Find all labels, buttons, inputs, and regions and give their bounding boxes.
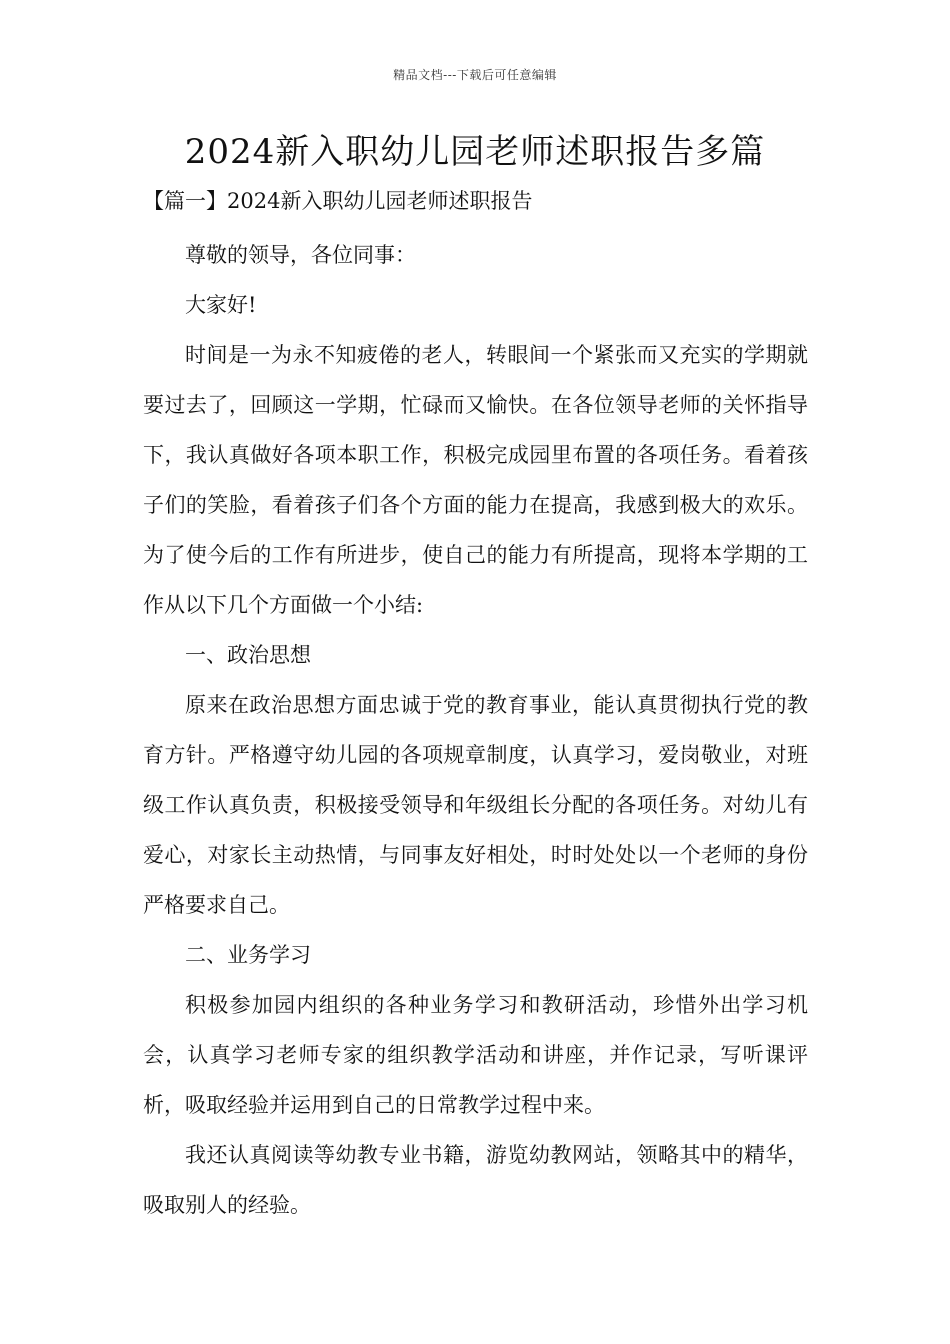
section-heading: 【篇一】2024新入职幼儿园老师述职报告 <box>143 189 533 213</box>
subheading-politics: 一、政治思想 <box>185 643 311 667</box>
politics-paragraph: 原来在政治思想方面忠诚于党的教育事业，能认真贯彻执行党的教育方针。严格遵守幼儿园的各项规章制度，认真学习，爱岗敬业，对班级工作认真负责，积极接受领导和年级组长分配的各项任务。对幼儿有爱心，对家长主动热情，与同事友好相处，时时处处以一个老师的身份严格要求自己。 <box>143 693 808 917</box>
header-note: 精品文档---下载后可任意编辑 <box>393 68 557 82</box>
subheading-study: 二、业务学习 <box>185 943 311 967</box>
intro-paragraph: 时间是一为永不知疲倦的老人，转眼间一个紧张而又充实的学期就要过去了，回顾这一学期，忙碌而又愉快。在各位领导老师的关怀指导下，我认真做好各项本职工作，积极完成园里布置的各项任务。看着孩子们的笑脸，看着孩子们各个方面的能力在提高，我感到极大的欢乐。为了使今后的工作有所进步，使自己的能力有所提高，现将本学期的工作从以下几个方面做一个小结: <box>143 343 808 617</box>
salutation: 尊敬的领导，各位同事： <box>185 243 416 267</box>
reading-paragraph: 我还认真阅读等幼教专业书籍，游览幼教网站，领略其中的精华，吸取别人的经验。 <box>143 1143 808 1217</box>
document-body <box>143 230 808 1230</box>
study-paragraph: 积极参加园内组织的各种业务学习和教研活动，珍惜外出学习机会，认真学习老师专家的组织教学活动和讲座，并作记录，写听课评析，吸取经验并运用到自己的日常教学过程中来。 <box>143 993 808 1117</box>
greeting: 大家好! <box>185 293 257 317</box>
document-title: 2024新入职幼儿园老师述职报告多篇 <box>184 132 766 172</box>
